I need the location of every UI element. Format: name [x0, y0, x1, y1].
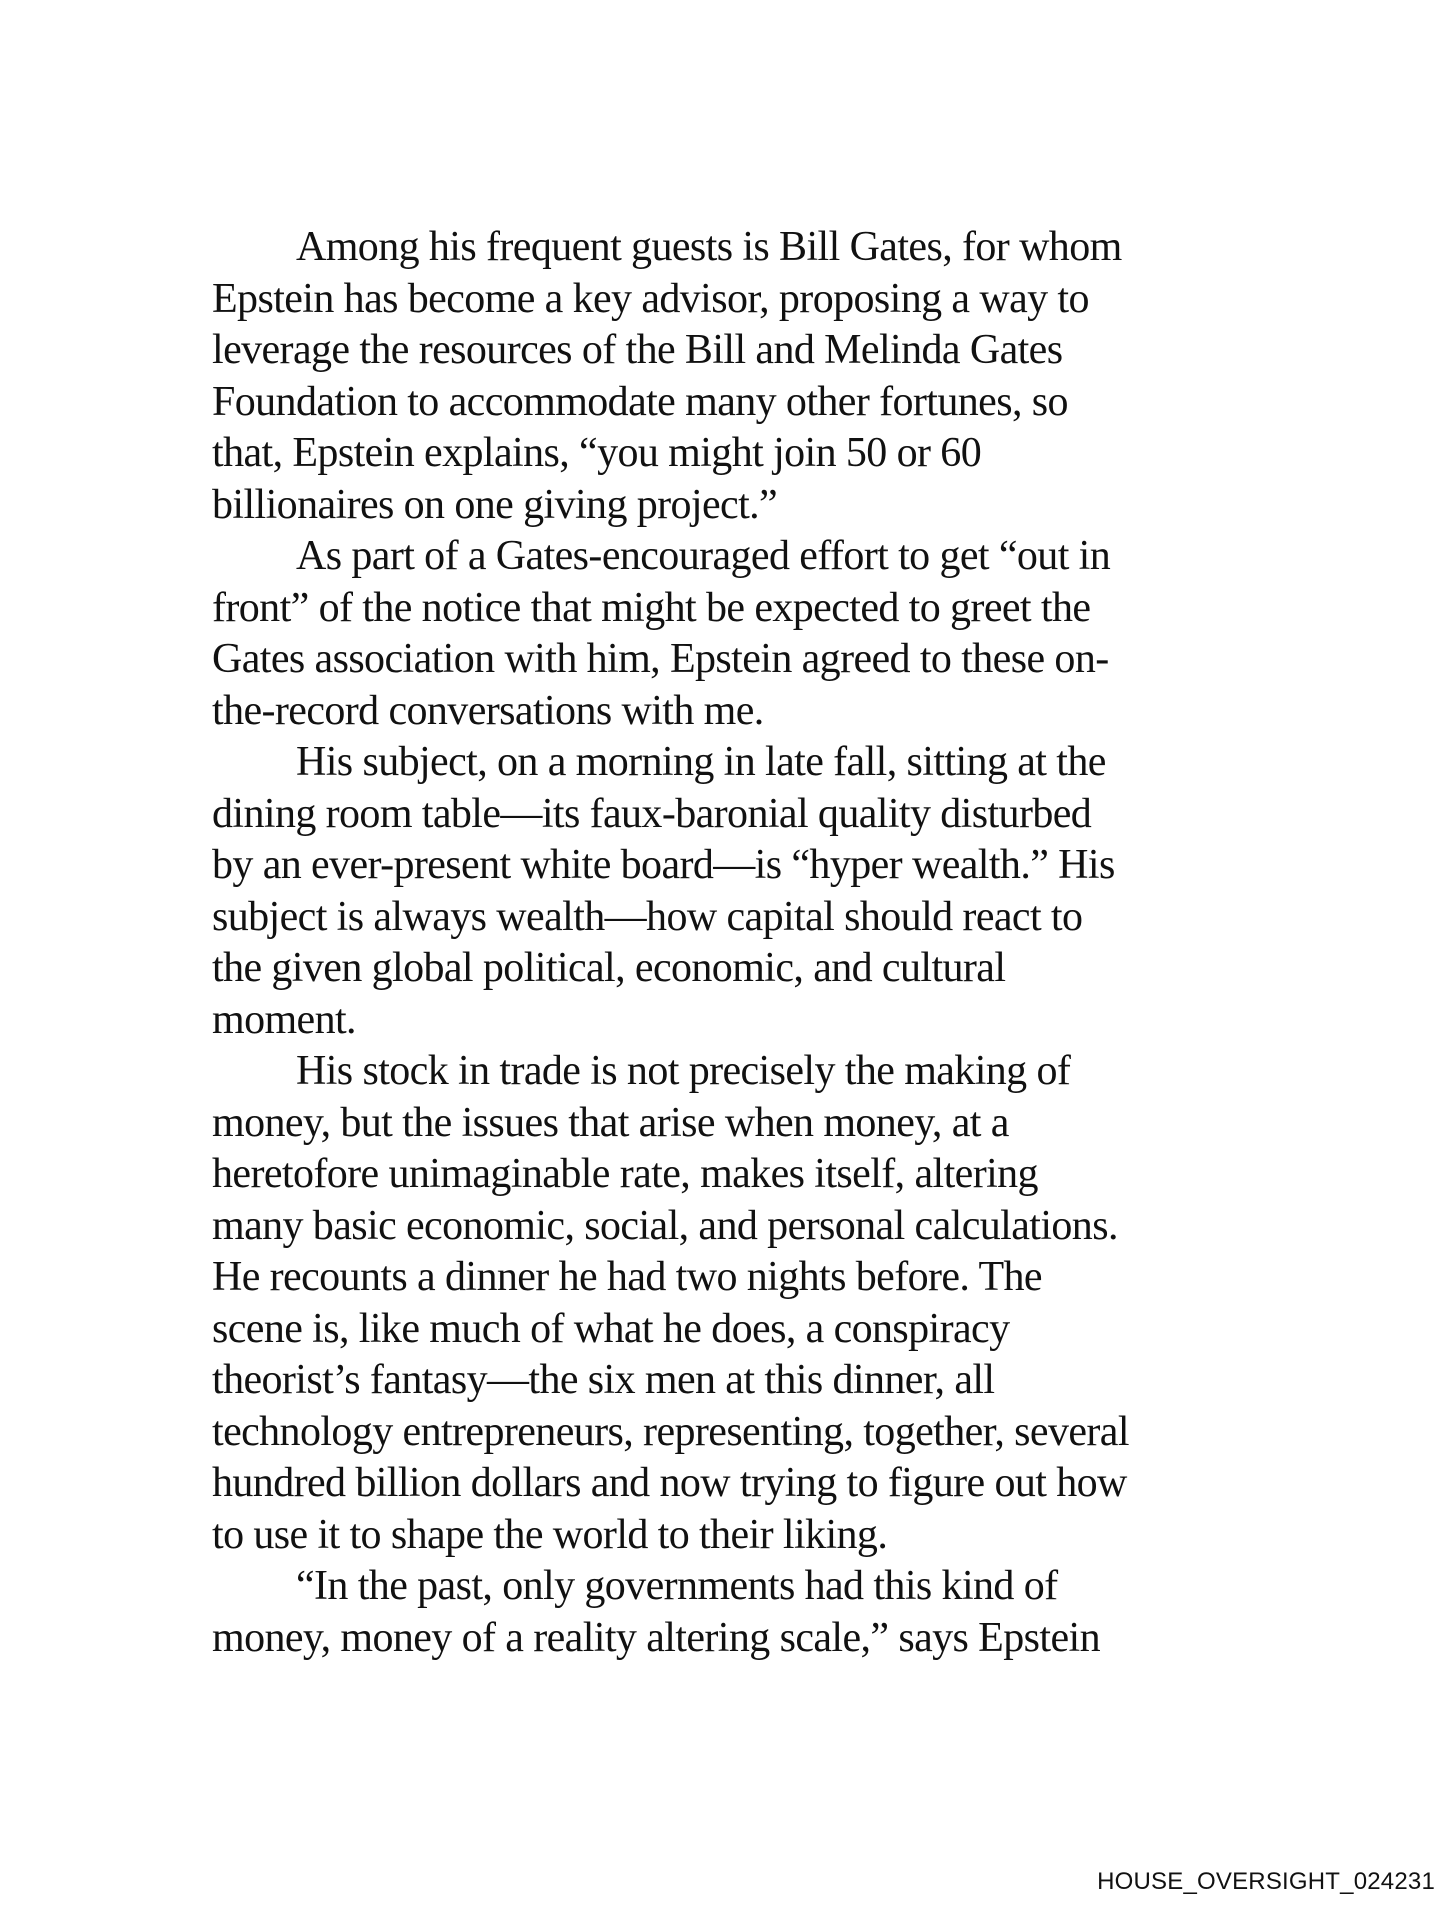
paragraph: [212, 1561, 1242, 1664]
text-line: technology entrepreneurs, representing, together, several: [212, 1408, 1129, 1455]
paragraph: [212, 1046, 1242, 1561]
bates-number: HOUSE_OVERSIGHT_024231: [1097, 1868, 1435, 1895]
text-line: As part of a Gates-encouraged effort to get “out in: [296, 533, 1111, 579]
paragraph: [212, 222, 1242, 531]
text-line: Epstein has become a key advisor, proposing a way to: [212, 275, 1089, 322]
text-line: leverage the resources of the Bill and Melinda Gates: [212, 327, 1063, 373]
text-line: Among his frequent guests is Bill Gates, for whom: [296, 224, 1122, 270]
text-line: moment.: [212, 996, 356, 1043]
text-line: money, money of a reality altering scale,” says Epstein: [212, 1614, 1100, 1661]
text-line: many basic economic, social, and personal calculations.: [212, 1202, 1118, 1249]
text-line: the-record conversations with me.: [212, 687, 764, 734]
text-line: money, but the issues that arise when money, at a: [212, 1099, 1009, 1146]
text-line: His stock in trade is not precisely the making of: [296, 1048, 1071, 1094]
text-line: front” of the notice that might be expected to greet the: [212, 584, 1091, 631]
text-line: Gates association with him, Epstein agreed to these on-: [212, 636, 1109, 682]
text-line: to use it to shape the world to their liking.: [212, 1511, 888, 1558]
text-line: heretofore unimaginable rate, makes itself, altering: [212, 1151, 1038, 1197]
text-line: by an ever-present white board—is “hyper wealth.” His: [212, 842, 1115, 888]
text-line: subject is always wealth—how capital should react to: [212, 893, 1083, 940]
text-line: He recounts a dinner he had two nights before. The: [212, 1254, 1042, 1300]
text-line: dining room table—its faux-baronial quality disturbed: [212, 790, 1092, 837]
paragraph: [212, 531, 1242, 737]
text-line: the given global political, economic, and cultural: [212, 945, 1006, 991]
text-line: scene is, like much of what he does, a conspiracy: [212, 1305, 1010, 1352]
text-line: billionaires on one giving project.”: [212, 481, 778, 528]
text-line: Foundation to accommodate many other fortunes, so: [212, 378, 1068, 425]
text-line: His subject, on a morning in late fall, sitting at the: [296, 739, 1106, 785]
body-text: [212, 222, 1242, 1664]
text-line: “In the past, only governments had this kind of: [296, 1563, 1058, 1609]
text-line: hundred billion dollars and now trying to figure out how: [212, 1460, 1127, 1506]
text-line: that, Epstein explains, “you might join 50 or 60: [212, 430, 982, 476]
text-line: theorist’s fantasy—the six men at this dinner, all: [212, 1357, 995, 1403]
paragraph: [212, 737, 1242, 1046]
